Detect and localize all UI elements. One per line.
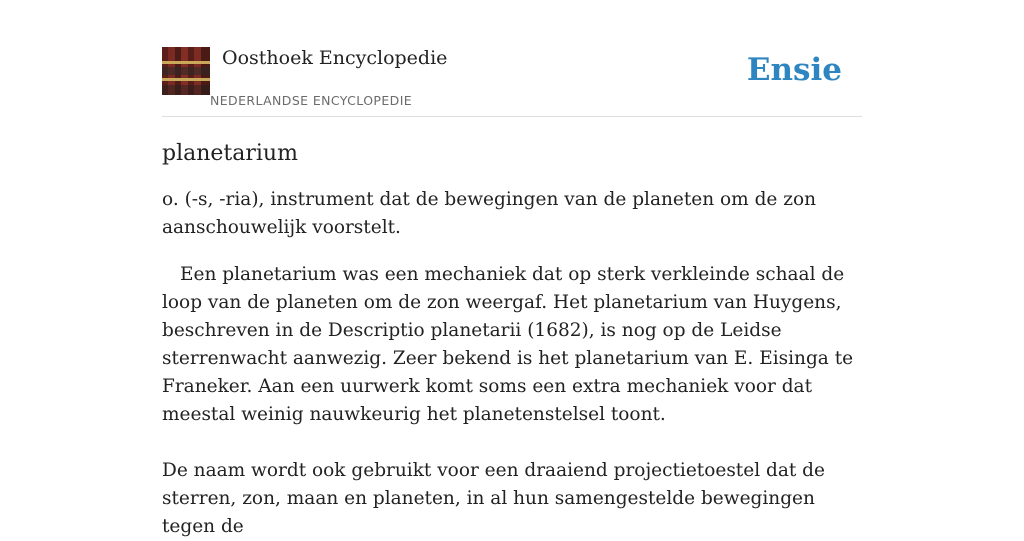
ensie-logo[interactable]: Ensie xyxy=(746,52,842,88)
article-title: planetarium xyxy=(162,141,298,166)
encyclopedia-books-icon[interactable] xyxy=(162,47,210,95)
article-paragraph: Een planetarium was een mechaniek dat op sterk verkleinde schaal de loop van de planeten om de zon weergaf. Het planetarium van Huygens, beschreven in de Descriptio planetarii (1682), is nog op de Leidse sterrenwacht aanwezig. Zeer bekend is het planetarium van E. Eisinga te Franeker. Aan een uurwerk komt soms een extra mechaniek voor dat meestal weinig nauwkeurig het planetenstelsel toont. xyxy=(162,264,854,425)
site-header xyxy=(162,46,862,117)
article-definition: o. (-s, -ria), instrument dat de bewegingen van de planeten om de zon aanschouwelijk voorstelt. xyxy=(162,189,817,238)
site-title[interactable]: Oosthoek Encyclopedie xyxy=(222,47,448,69)
article-paragraph: De naam wordt ook gebruikt voor een draaiend projectietoestel dat de sterren, zon, maan en planeten, in al hun samengestelde bewegingen tegen de xyxy=(162,460,825,537)
article xyxy=(162,136,867,541)
site-subtitle: NEDERLANDSE ENCYCLOPEDIE xyxy=(210,93,413,108)
